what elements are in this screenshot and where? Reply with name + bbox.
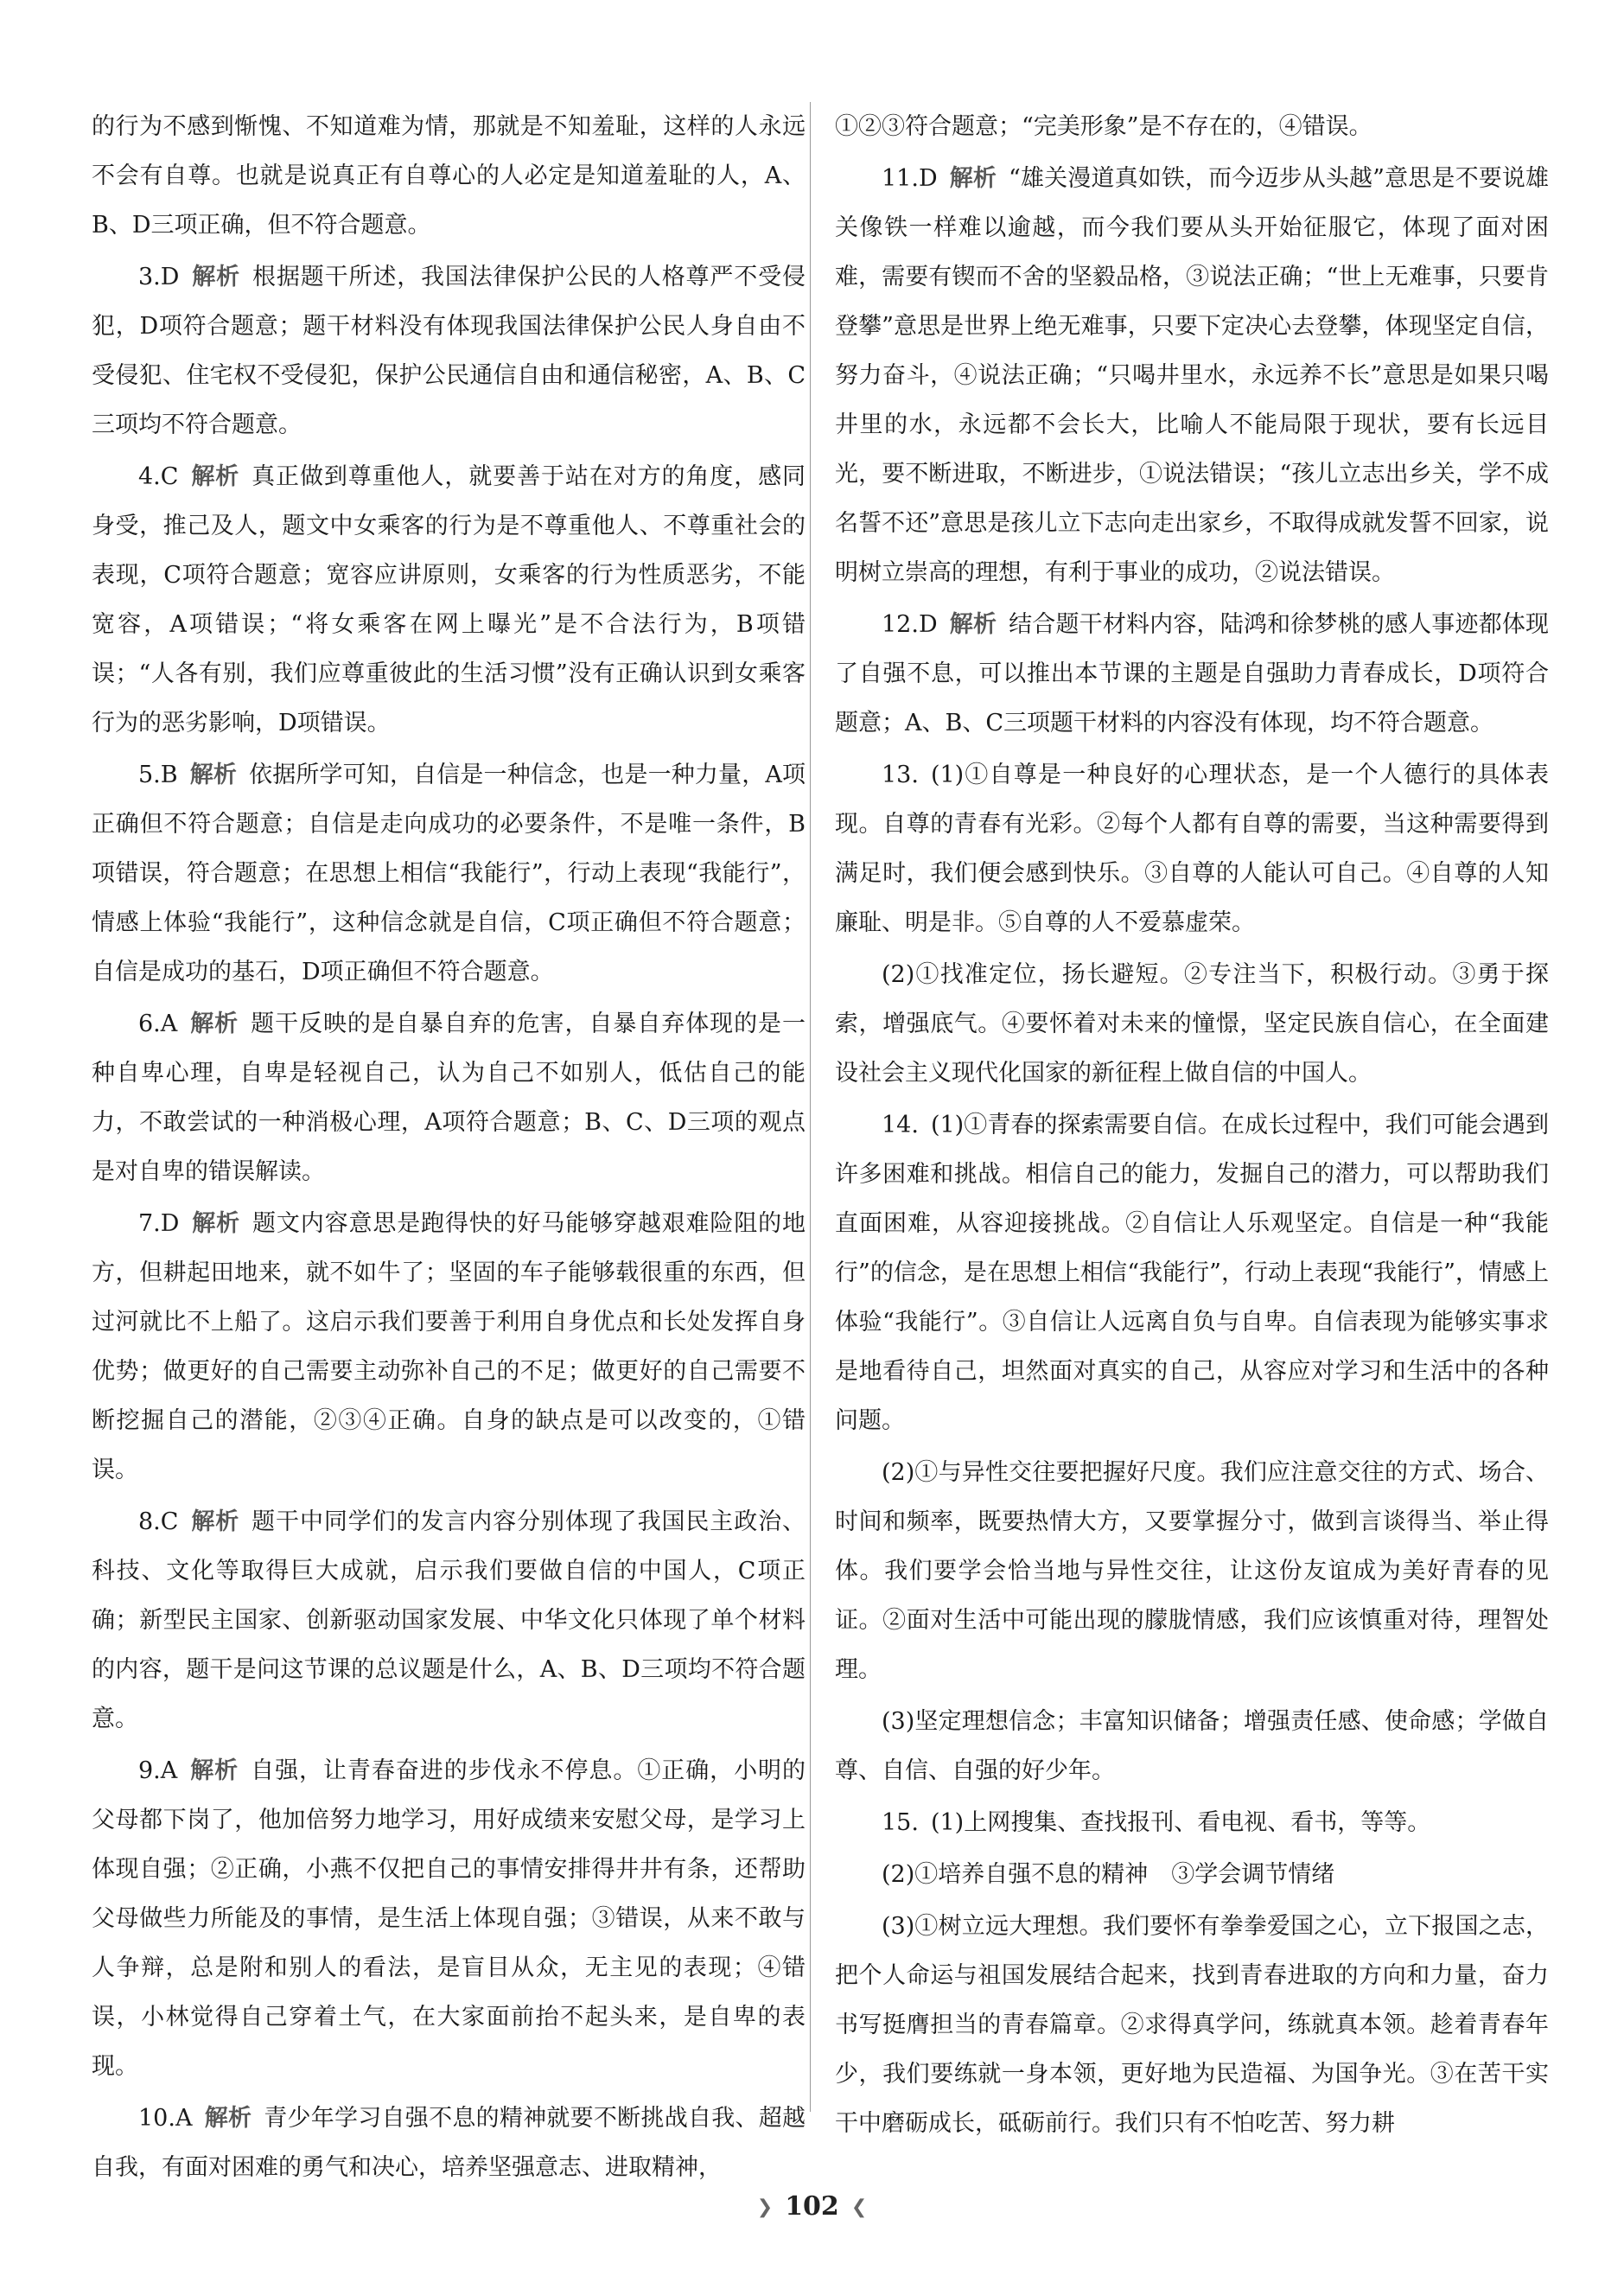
answer-text: (3)坚定理想信念；丰富知识储备；增强责任感、使命感；学做自尊、自信、自强的好少年。 bbox=[835, 1708, 1549, 1784]
answer-item bbox=[92, 750, 806, 997]
question-number: 8.C bbox=[138, 1508, 179, 1535]
answer-continuation bbox=[835, 1902, 1549, 2148]
right-chevron-icon: ❯ bbox=[756, 2197, 774, 2218]
analysis-label: 解析 bbox=[204, 2105, 252, 2132]
answer-text: (3)①树立远大理想。我们要怀有拳拳爱国之心，立下报国之志，把个人命运与祖国发展结合起来，找到青春进取的方向和力量，奋力书写挺膺担当的青春篇章。②求得真学问，练就真本领。趁着青春年少，我们要练就一身本领，更好地为民造福、为国争光。③在苦干实干中磨砺成长，砥砺前行。我们只有不怕吃苦、努力耕 bbox=[835, 1913, 1549, 2137]
answer-item bbox=[835, 600, 1549, 748]
answer-text: 青少年学习自强不息的精神就要不断挑战自我、超越自我，有面对困难的勇气和决心，培养坚强意志、进取精神， bbox=[92, 2105, 806, 2181]
question-number: 9.A bbox=[138, 1757, 178, 1784]
analysis-label: 解析 bbox=[189, 762, 238, 788]
answer-continuation bbox=[92, 102, 806, 250]
question-number: 12.D bbox=[882, 611, 938, 638]
analysis-label: 解析 bbox=[191, 1210, 241, 1237]
analysis-label: 解析 bbox=[189, 1757, 239, 1784]
analysis-label: 解析 bbox=[190, 1508, 240, 1535]
answer-text: (2)①与异性交往要把握好尺度。我们应注意交往的方式、场合、时间和频率，既要热情大方，又要掌握分寸，做到言谈得当、举止得体。我们要学会恰当地与异性交往，让这份友谊成为美好青春的见证。②面对生活中可能出现的朦胧情感，我们应该慎重对待，理智处理。 bbox=[835, 1459, 1549, 1683]
answer-text: 题干中同学们的发言内容分别体现了我国民主政治、科技、文化等取得巨大成就，启示我们要做自信的中国人，C项正确；新型民主国家、创新驱动国家发展、中华文化只体现了单个材料的内容，题干是问这节课的总议题是什么，A、B、D三项均不符合题意。 bbox=[92, 1508, 806, 1732]
answer-item bbox=[835, 1100, 1549, 1445]
answer-text: (1)上网搜集、查找报刊、看电视、看书，等等。 bbox=[930, 1809, 1431, 1836]
analysis-label: 解析 bbox=[949, 611, 997, 638]
answer-text: 结合题干材料内容，陆鸿和徐梦桃的感人事迹都体现了自强不息，可以推出本节课的主题是自强助力青春成长，D项符合题意；A、B、C三项题干材料的内容没有体现，均不符合题意。 bbox=[835, 611, 1550, 736]
answer-item bbox=[92, 452, 806, 748]
answer-item bbox=[92, 999, 806, 1196]
analysis-label: 解析 bbox=[190, 463, 240, 490]
analysis-label: 解析 bbox=[191, 264, 241, 290]
question-number: 13. bbox=[882, 762, 919, 788]
left-chevron-icon: ❮ bbox=[850, 2197, 868, 2218]
answer-item bbox=[92, 1497, 806, 1744]
answer-text: 自强，让青春奋进的步伐永不停息。①正确，小明的父母都下岗了，他加倍努力地学习，用好成绩来安慰父母，是学习上体现自强；②正确，小燕不仅把自己的事情安排得井井有条，还帮助父母做些力所能及的事情，是生活上体现自强；③错误，从来不敢与人争辩，总是附和别人的看法，是盲目从众，无主见的表现；④错误，小林觉得自己穿着土气，在大家面前抬不起头来，是自卑的表现。 bbox=[92, 1757, 806, 2080]
analysis-label: 解析 bbox=[189, 1011, 239, 1037]
answer-text: (2)①找准定位，扬长避短。②专注当下，积极行动。③勇于探索，增强底气。④要怀着对未来的憧憬，坚定民族自信心，在全面建设社会主义现代化国家的新征程上做自信的中国人。 bbox=[835, 961, 1549, 1087]
answer-item bbox=[92, 252, 806, 450]
right-column bbox=[835, 102, 1549, 2151]
left-column bbox=[92, 102, 806, 2195]
question-number: 15. bbox=[882, 1809, 919, 1836]
answer-continuation bbox=[835, 1697, 1549, 1795]
question-number: 7.D bbox=[138, 1210, 180, 1237]
answer-text: (1)①青春的探索需要自信。在成长过程中，我们可能会遇到许多困难和挑战。相信自己的能力，发掘自己的潜力，可以帮助我们直面困难，从容迎接挑战。②自信让人乐观坚定。自信是一种“我能行”的信念，是在思想上相信“我能行”，行动上表现“我能行”，情感上体验“我能行”。③自信让人远离自负与自卑。自信表现为能够实事求是地看待自己，坦然面对真实的自己，从容应对学习和生活中的各种问题。 bbox=[835, 1112, 1549, 1434]
question-number: 3.D bbox=[138, 264, 180, 290]
question-number: 6.A bbox=[138, 1011, 178, 1037]
answer-text: 根据题干所述，我国法律保护公民的人格尊严不受侵犯，D项符合题意；题干材料没有体现我国法律保护公民人身自由不受侵犯、住宅权不受侵犯，保护公民通信自由和通信秘密，A、B、C三项均不符合题意。 bbox=[92, 264, 806, 438]
answer-item bbox=[835, 1798, 1549, 1847]
answer-text: “雄关漫道真如铁，而今迈步从头越”意思是不要说雄关像铁一样难以逾越，而今我们要从头开始征服它，体现了面对困难，需要有锲而不舍的坚毅品格，③说法正确；“世上无难事，只要肯登攀”意思是世界上绝无难事，只要下定决心去登攀，体现坚定自信，努力奋斗，④说法正确；“只喝井里水，永远养不长”意思是如果只喝井里的水，永远都不会长大，比喻人不能局限于现状，要有长远目光，要不断进取，不断进步，①说法错误；“孩儿立志出乡关，学不成名誓不还”意思是孩儿立下志向走出家乡，不取得成就发誓不回家，说明树立崇高的理想，有利于事业的成功，②说法错误。 bbox=[835, 165, 1550, 586]
answer-item bbox=[835, 154, 1549, 597]
answer-text: 题文内容意思是跑得快的好马能够穿越艰难险阻的地方，但耕起田地来，就不如牛了；坚固的车子能够载很重的东西，但过河就比不上船了。这启示我们要善于利用自身优点和长处发挥自身优势；做更好的自己需要主动弥补自己的不足；做更好的自己需要不断挖掘自己的潜能，②③④正确。自身的缺点是可以改变的，①错误。 bbox=[92, 1210, 806, 1483]
question-number: 5.B bbox=[138, 762, 178, 788]
answer-continuation bbox=[835, 950, 1549, 1098]
answer-item bbox=[92, 1746, 806, 2091]
question-number: 14. bbox=[882, 1112, 919, 1138]
answer-continuation bbox=[835, 1850, 1549, 1899]
question-number: 11.D bbox=[882, 165, 938, 192]
question-number: 4.C bbox=[138, 463, 179, 490]
page-footer bbox=[0, 2191, 1624, 2222]
answer-continuation bbox=[835, 1448, 1549, 1694]
analysis-label: 解析 bbox=[949, 165, 997, 192]
answer-item bbox=[835, 750, 1549, 947]
answer-text: (2)①培养自强不息的精神 ③学会调节情绪 bbox=[882, 1861, 1335, 1888]
answer-text: 真正做到尊重他人，就要善于站在对方的角度，感同身受，推己及人，题文中女乘客的行为是不尊重他人、不尊重社会的表现，C项符合题意；宽容应讲原则，女乘客的行为性质恶劣，不能宽容，A项错误；“将女乘客在网上曝光”是不合法行为，B项错误；“人各有别，我们应尊重彼此的生活习惯”没有正确认识到女乘客行为的恶劣影响，D项错误。 bbox=[92, 463, 806, 736]
answer-item bbox=[92, 2094, 806, 2192]
answer-text: (1)①自尊是一种良好的心理状态，是一个人德行的具体表现。自尊的青春有光彩。②每个人都有自尊的需要，当这种需要得到满足时，我们便会感到快乐。③自尊的人能认可自己。④自尊的人知廉耻、明是非。⑤自尊的人不爱慕虚荣。 bbox=[835, 762, 1549, 936]
answer-text: ①②③符合题意；“完美形象”是不存在的，④错误。 bbox=[835, 113, 1372, 140]
answer-text: 依据所学可知，自信是一种信念，也是一种力量，A项正确但不符合题意；自信是走向成功的必要条件，不是唯一条件，B项错误，符合题意；在思想上相信“我能行”，行动上表现“我能行”，情感上体验“我能行”，这种信念就是自信，C项正确但不符合题意；自信是成功的基石，D项正确但不符合题意。 bbox=[92, 762, 806, 985]
answer-text: 题干反映的是自暴自弃的危害，自暴自弃体现的是一种自卑心理，自卑是轻视自己，认为自己不如别人，低估自己的能力，不敢尝试的一种消极心理，A项符合题意；B、C、D三项的观点是对自卑的错误解读。 bbox=[92, 1011, 806, 1185]
question-number: 10.A bbox=[138, 2105, 193, 2132]
answer-item bbox=[92, 1199, 806, 1495]
page-number: 102 bbox=[785, 2191, 839, 2222]
answer-continuation bbox=[835, 102, 1549, 151]
answer-text: 的行为不感到惭愧、不知道难为情，那就是不知羞耻，这样的人永远不会有自尊。也就是说真正有自尊心的人必定是知道羞耻的人，A、B、D三项正确，但不符合题意。 bbox=[92, 113, 806, 239]
column-divider bbox=[810, 102, 811, 2112]
